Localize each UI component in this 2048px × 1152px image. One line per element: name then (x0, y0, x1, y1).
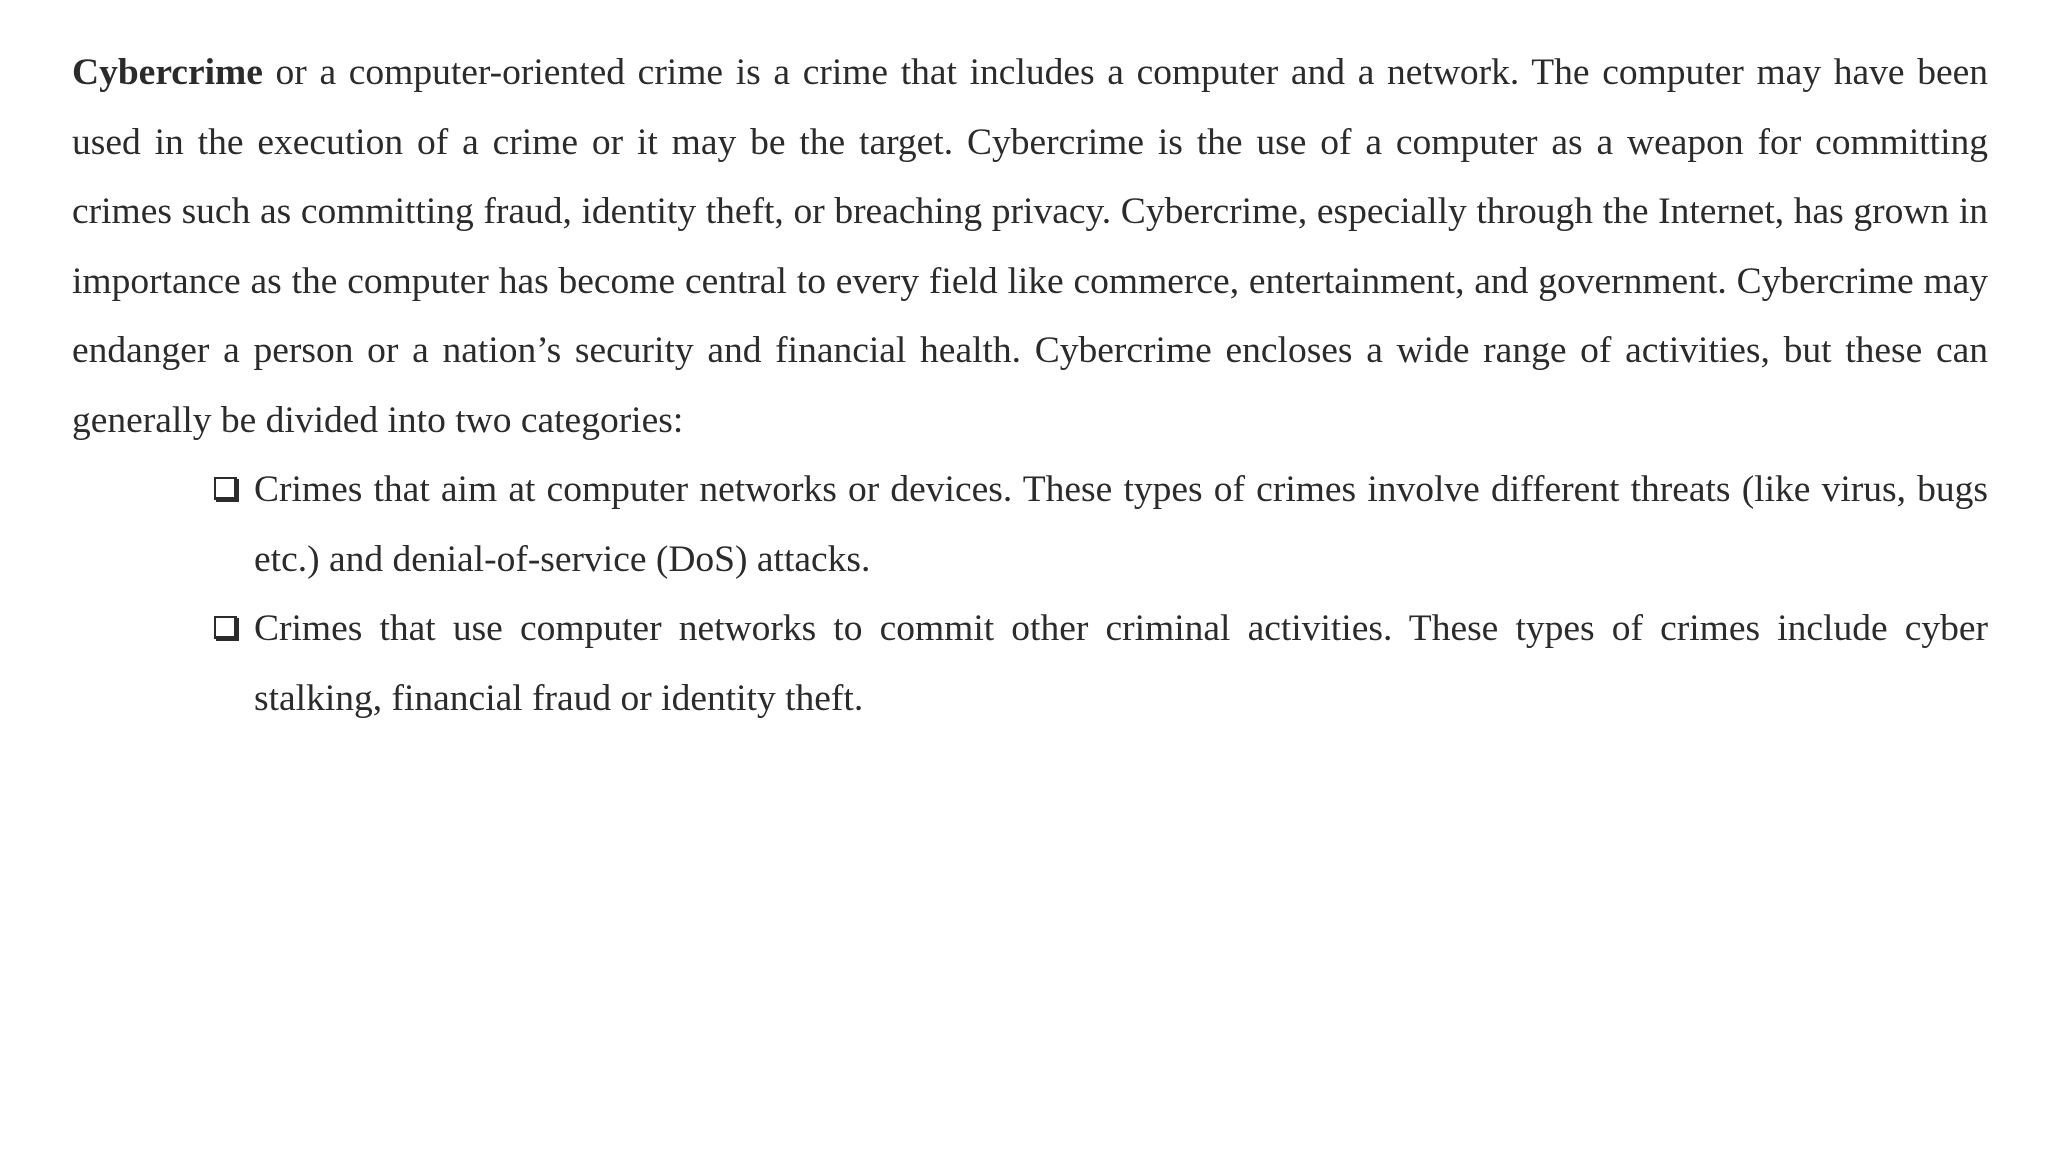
hollow-square-bullet-icon (214, 477, 237, 500)
intro-paragraph-text: or a computer-oriented crime is a crime that includes a computer and a network. The computer may have been used in the execution of a crime or it may be the target. Cybercrime is the use of a computer as a weapon for committing crimes such as committing fraud, identity theft, or breaching privacy. Cybercrime, especially through the Internet, has grown in importance as the computer has become central to every field like commerce, entertainment, and government. Cybercrime may endanger a person or a nation’s security and financial health. Cybercrime encloses a wide range of activities, but these can generally be divided into two categories: (72, 52, 1988, 441)
category-item (254, 594, 1988, 733)
category-item (254, 455, 1988, 594)
category-item-text: Crimes that aim at computer networks or devices. These types of crimes involve different threats (like virus, bugs etc.) and denial-of-service (DoS) attacks. (254, 469, 1988, 580)
document-body (72, 38, 1988, 733)
hollow-square-bullet-icon (214, 616, 237, 639)
lead-term: Cybercrime (72, 52, 263, 93)
category-list (72, 455, 1988, 733)
category-item-text: Crimes that use computer networks to commit other criminal activities. These types of crimes include cyber stalking, financial fraud or identity theft. (254, 608, 1988, 719)
intro-paragraph (72, 38, 1988, 455)
